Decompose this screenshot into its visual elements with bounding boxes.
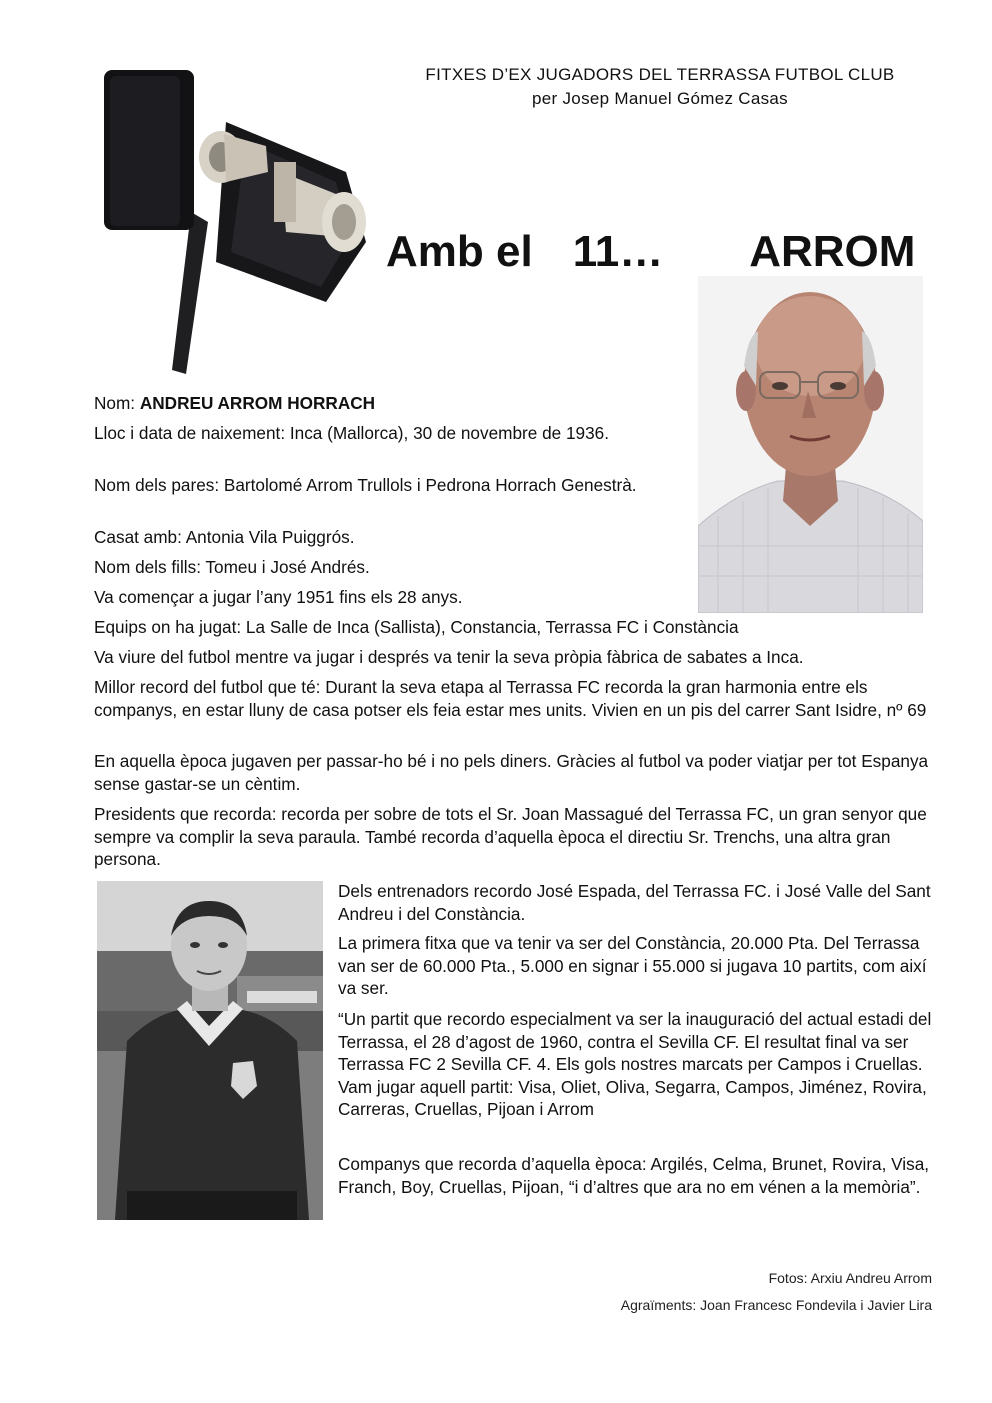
bio-name-label: Nom:	[94, 393, 136, 413]
bio-memorable-match: “Un partit que recordo especialment va ser la inauguració del actual estadi del Terrassa, el 28 d’agost de 1960, contra el Sevilla CF. El resultat final va ser Terrassa FC 2 Sevilla CF. 4. Els gols nostres marcats per Campos i Cruellas. Vam jugar aquell partit: Visa, Oliet, Oliva, Segarra, Campos, Jiménez, Rovira, Carreras, Cruellas, Pijoan i Arrom	[338, 1009, 932, 1120]
bio-era: En aquella època jugaven per passar-ho bé i no pels diners. Gràcies al futbol va poder viatjar per tot Espanya sense gastar-se un cèntim.	[94, 751, 929, 794]
bio-career-start: Va començar a jugar l’any 1951 fins els 28 anys.	[94, 587, 463, 607]
title-name: ARROM	[749, 227, 916, 276]
bio-children: Nom dels fills: Tomeu i José Andrés.	[94, 557, 370, 577]
bio-presidents: Presidents que recorda: recorda per sobre de tots el Sr. Joan Massagué del Terrassa FC, un gran senyor que sempre va complir la seva paraula. També recorda d’aquella època el directiu Sr. Trenchs, una altra gran persona.	[94, 804, 927, 870]
bio-best-memory: Millor record del futbol que té: Durant la seva etapa al Terrassa FC recorda la gran harmonia entre els companys, en estar lluny de casa potser els feia estar mes units. Vivien en un pis del carrer Sant Isidre, nº 69	[94, 677, 927, 720]
bio-parents: Nom dels pares: Bartolomé Arrom Trullols i Pedrona Horrach Genestrà.	[94, 475, 637, 495]
bio-birth: Lloc i data de naixement: Inca (Mallorca), 30 de novembre de 1936.	[94, 423, 609, 443]
portrait-photo	[698, 276, 923, 613]
bio-name-value: ANDREU ARROM HORRACH	[139, 393, 376, 413]
header-author: per Josep Manuel Gómez Casas	[532, 89, 788, 108]
title-number: 11…	[572, 227, 664, 276]
bio-teams: Equips on ha jugat: La Salle de Inca (Sallista), Constancia, Terrassa FC i Constància	[94, 617, 739, 637]
player-photo	[97, 881, 323, 1220]
bio-married: Casat amb: Antonia Vila Puiggrós.	[94, 527, 355, 547]
photo-credit: Fotos: Arxiu Andreu Arrom	[768, 1270, 932, 1286]
page-title	[386, 226, 915, 278]
bio-teammates: Companys que recorda d’aquella època: Argilés, Celma, Brunet, Rovira, Visa, Franch, Boy, Cruellas, Pijoan, “i d’altres que ara no em vénen a la memòria”.	[338, 1154, 930, 1197]
bio-livelihood: Va viure del futbol mentre va jugar i després va tenir la seva pròpia fàbrica de sabates a Inca.	[94, 647, 804, 667]
bio-name-line	[94, 392, 654, 415]
bio-first-contract: La primera fitxa que va tenir va ser del Constància, 20.000 Pta. Del Terrassa van ser de 60.000 Pta., 5.000 en signar i 55.000 si jugava 10 partits, com així va ser.	[338, 933, 927, 999]
acknowledgements: Agraïments: Joan Francesc Fondevila i Javier Lira	[620, 1297, 932, 1313]
loudspeaker-illustration	[96, 62, 376, 374]
header-title: FITXES D’EX JUGADORS DEL TERRASSA FUTBOL CLUB	[425, 65, 895, 84]
bio-coaches: Dels entrenadors recordo José Espada, del Terrassa FC. i José Valle del Sant Andreu i del Constància.	[338, 881, 931, 924]
title-prefix: Amb el	[386, 227, 533, 276]
